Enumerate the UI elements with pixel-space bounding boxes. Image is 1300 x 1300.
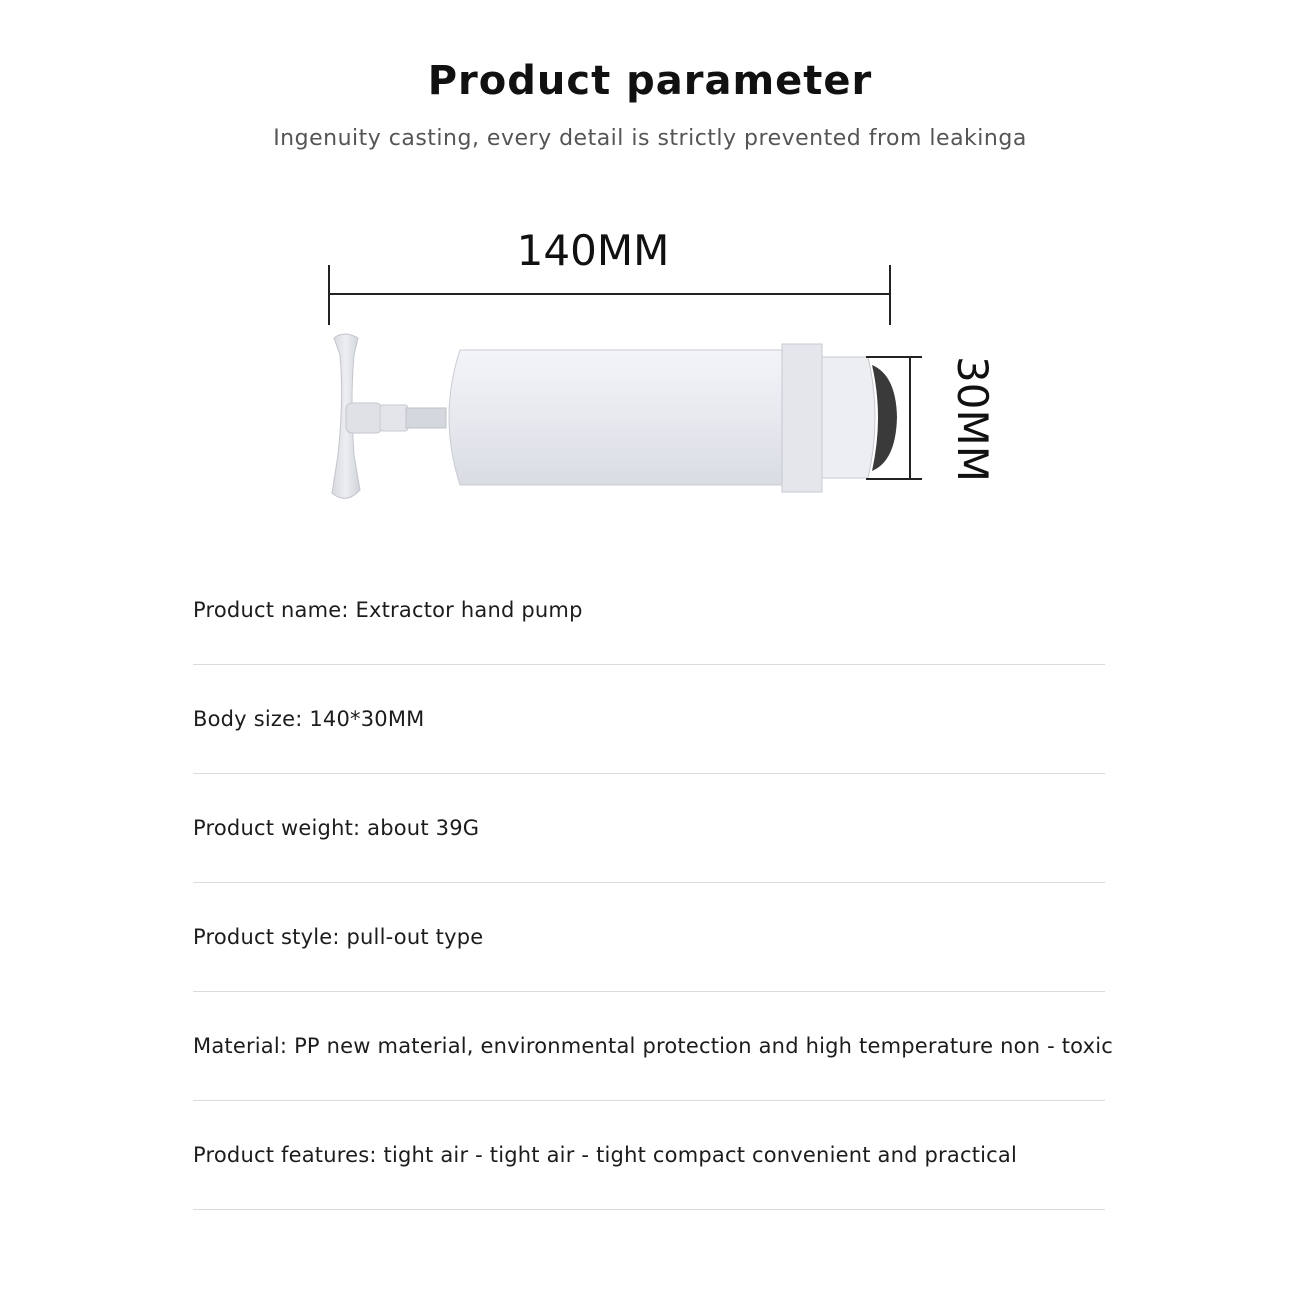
pump-handle: [332, 334, 408, 498]
spec-row-product-style: Product style: pull-out type: [193, 883, 1105, 992]
spec-row-body-size: Body size: 140*30MM: [193, 665, 1105, 774]
spec-row-product-features: Product features: tight air - tight air - tight compact convenient and practical: [193, 1101, 1105, 1210]
page-subtitle: Ingenuity casting, every detail is strictly prevented from leakinga: [273, 126, 1027, 151]
pump-illustration: [300, 215, 1000, 525]
pump-cap: [872, 365, 897, 471]
page-title: Product parameter: [427, 58, 873, 104]
spec-row-product-weight: Product weight: about 39G: [193, 774, 1105, 883]
diameter-label: 30MM: [948, 356, 997, 482]
product-figure: [300, 215, 1000, 525]
pump-rod: [406, 408, 446, 428]
spec-row-material: Material: PP new material, environmental protection and high temperature non - toxic: [193, 992, 1105, 1101]
spec-list: [193, 555, 1113, 1210]
length-label: 140MM: [516, 226, 670, 275]
pump-body: [449, 344, 897, 492]
spec-row-product-name: Product name: Extractor hand pump: [193, 555, 1105, 665]
